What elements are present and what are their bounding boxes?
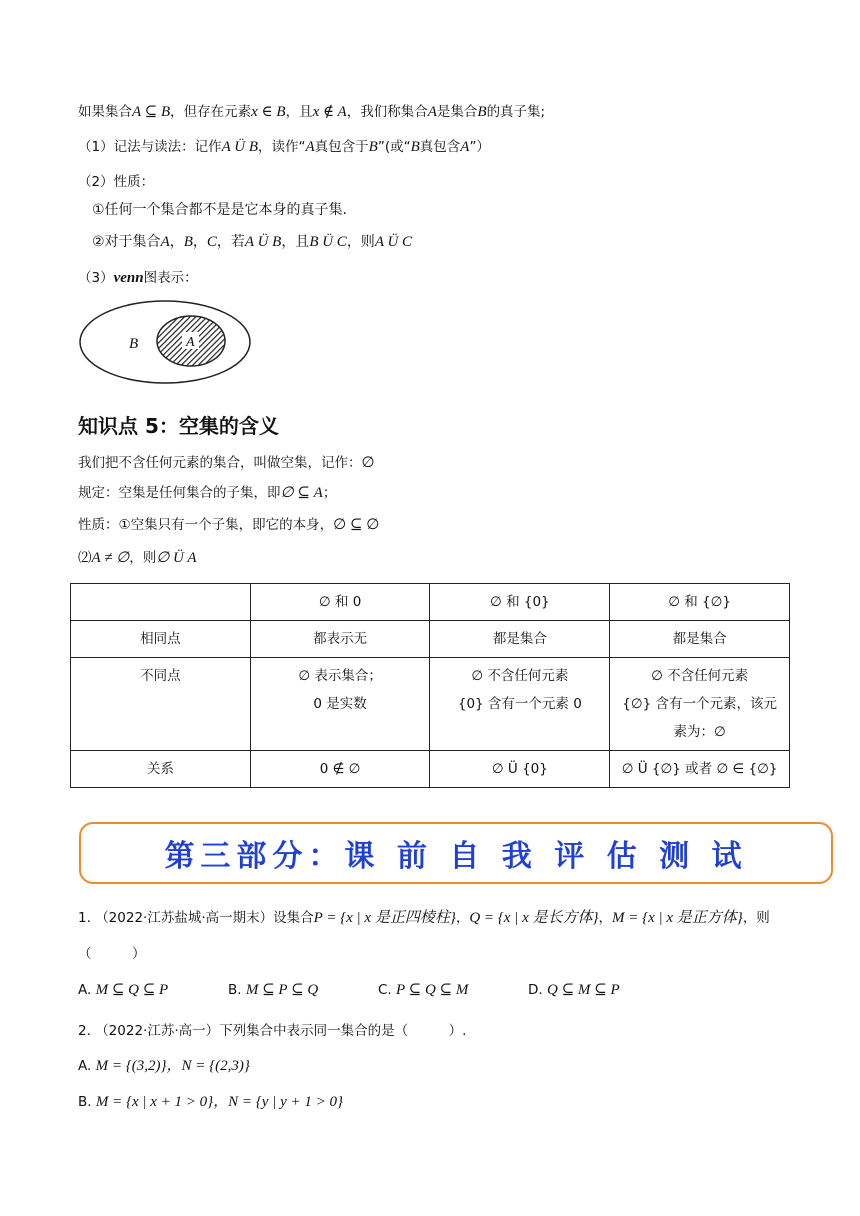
math: ∅ Ü A	[156, 550, 197, 566]
text: ，读作“	[257, 139, 306, 155]
option-value: M = {x | x + 1 > 0}，N = {y | y + 1 > 0}	[95, 1094, 343, 1110]
text: ，则	[129, 550, 157, 566]
text: 性质：①空集只有一个子集，即它的本身，	[78, 517, 334, 533]
math: x ∈ B	[251, 104, 286, 120]
table-header-cell: ∅ 和 {0}	[430, 584, 610, 621]
option-letter: D.	[528, 982, 543, 998]
banner-title: 第三部分：课 前 自 我 评 估 测 试	[164, 839, 748, 874]
property-2	[92, 232, 412, 252]
text: 规定：空集是任何集合的子集，即	[78, 485, 281, 501]
row-label: 不同点	[71, 658, 251, 751]
cell-line: ∅ 表示集合；	[298, 668, 382, 684]
text: （3）	[78, 270, 114, 286]
text: ，若	[216, 234, 245, 250]
question-number: 1.	[78, 910, 91, 926]
text: ；	[322, 485, 337, 501]
empty-set-property-1	[78, 515, 379, 535]
question-text: （2022·江苏·高一）下列集合中表示同一集合的是（ ）.	[95, 1023, 467, 1039]
property-1: ①任何一个集合都不是是它本身的真子集.	[92, 202, 347, 218]
question-1-answer-paren: （ ）	[78, 946, 146, 962]
table-row	[71, 621, 790, 658]
question-number: 2.	[78, 1023, 91, 1039]
option-letter: B.	[228, 982, 242, 998]
proper-subset-definition	[78, 102, 545, 122]
empty-set-definition	[78, 453, 375, 473]
section-heading: 知识点 5：空集的含义	[78, 414, 279, 438]
math: ∅ ⊆ ∅	[333, 517, 380, 533]
cell-line: {∅} 含有一个元素，该元	[622, 696, 777, 712]
text: ”(或“	[377, 139, 411, 155]
option-value: Q ⊆ M ⊆ P	[546, 982, 620, 998]
table-row	[71, 751, 790, 788]
text: ，我们称集合	[346, 104, 428, 120]
text: ，则	[742, 910, 770, 926]
text: 的真子集;	[486, 104, 546, 120]
table-cell	[250, 658, 430, 751]
text: ，	[455, 910, 470, 926]
text: ⑵	[78, 550, 92, 566]
option-letter: C.	[378, 982, 392, 998]
math: M = {x | x 是正方体}	[612, 910, 743, 926]
comparison-table	[70, 583, 790, 788]
empty-set-rule	[78, 483, 336, 503]
inner-set-label: A	[186, 335, 195, 350]
text: ，	[598, 910, 612, 926]
cell-line: {0} 含有一个元素 0	[457, 696, 582, 712]
text: 如果集合	[78, 104, 132, 120]
math: B	[477, 104, 487, 120]
math: A Ü C	[374, 234, 413, 250]
math: x ∉ A	[312, 104, 347, 120]
row-label: 相同点	[71, 621, 251, 658]
table-cell: 都是集合	[430, 621, 610, 658]
math: A	[160, 234, 170, 250]
text: 图表示：	[143, 270, 198, 286]
math: A Ü B	[244, 234, 282, 250]
math: B	[368, 139, 378, 155]
option-value: P ⊆ Q ⊆ M	[396, 982, 469, 998]
option-letter: A.	[78, 982, 92, 998]
math: B Ü C	[309, 234, 347, 250]
venn-diagram	[78, 298, 254, 386]
math: B	[183, 234, 193, 250]
question-2-option-a[interactable]	[78, 1054, 250, 1075]
math: A ⊆ B	[132, 104, 171, 120]
table-header-cell: ∅ 和 {∅}	[610, 584, 790, 621]
question-1	[78, 908, 770, 928]
math: B	[410, 139, 420, 155]
cell-line: 0 是实数	[313, 696, 367, 712]
table-cell: 都是集合	[610, 621, 790, 658]
math: ∅	[361, 455, 375, 471]
table-cell: ∅ Ü {0}	[430, 751, 610, 788]
outer-set-label: B	[129, 336, 139, 352]
math: ∅ ⊆ A	[280, 485, 323, 501]
section-banner	[79, 822, 833, 884]
text: ②对于集合	[92, 234, 161, 250]
text: （1）记法与读法：记作	[78, 139, 222, 155]
table-header-row	[71, 584, 790, 621]
question-1-option-a[interactable]	[78, 980, 168, 999]
properties-label: （2）性质：	[78, 174, 155, 190]
math: A	[460, 139, 470, 155]
text: 是集合	[436, 104, 478, 120]
cell-line: 素为：∅	[673, 724, 726, 740]
notation-line	[78, 137, 490, 157]
row-label: 关系	[71, 751, 251, 788]
question-1-option-c[interactable]	[378, 980, 468, 999]
math: Q = {x | x 是长方体}	[469, 910, 599, 926]
math: A Ü B	[221, 139, 258, 155]
option-letter: A.	[78, 1058, 92, 1074]
question-2-option-b[interactable]	[78, 1090, 343, 1111]
empty-set-property-2	[78, 548, 197, 568]
table-cell: ∅ Ü {∅} 或者 ∅ ∈ {∅}	[610, 751, 790, 788]
math: P = {x | x 是正四棱柱}	[313, 910, 456, 926]
venn-word: venn	[113, 270, 144, 286]
table-cell: 0 ∉ ∅	[250, 751, 430, 788]
math: A	[427, 104, 437, 120]
text: ，则	[346, 234, 375, 250]
text: ，且	[285, 104, 313, 120]
option-value: M = {(3,2)}，N = {(2,3)}	[95, 1058, 250, 1074]
text: ，但存在元素	[170, 104, 252, 120]
table-row	[71, 658, 790, 751]
option-value: M ⊆ Q ⊆ P	[95, 982, 169, 998]
text: 真包含于	[314, 139, 369, 155]
math: A ≠ ∅	[91, 550, 130, 566]
text: ”）	[469, 139, 490, 155]
math: C	[206, 234, 217, 250]
table-header-cell	[71, 584, 251, 621]
cell-line: ∅ 不含任何元素	[471, 668, 569, 684]
text: 真包含	[419, 139, 461, 155]
text: ，且	[281, 234, 310, 250]
text: ，	[192, 234, 207, 250]
question-1-option-d[interactable]	[528, 980, 620, 999]
option-value: M ⊆ P ⊆ Q	[245, 982, 319, 998]
cell-line: ∅ 不含任何元素	[651, 668, 749, 684]
question-text: （2022·江苏盐城·高一期末）设集合	[95, 910, 314, 926]
table-cell: 都表示无	[250, 621, 430, 658]
table-cell	[610, 658, 790, 751]
text: 我们把不含任何元素的集合，叫做空集，记作：	[78, 455, 362, 471]
table-header-cell: ∅ 和 0	[250, 584, 430, 621]
table-cell	[430, 658, 610, 751]
math: A	[305, 139, 315, 155]
question-2	[78, 1021, 466, 1041]
question-1-option-b[interactable]	[228, 980, 318, 999]
text: ，	[169, 234, 184, 250]
venn-label	[78, 268, 198, 288]
option-letter: B.	[78, 1094, 92, 1110]
